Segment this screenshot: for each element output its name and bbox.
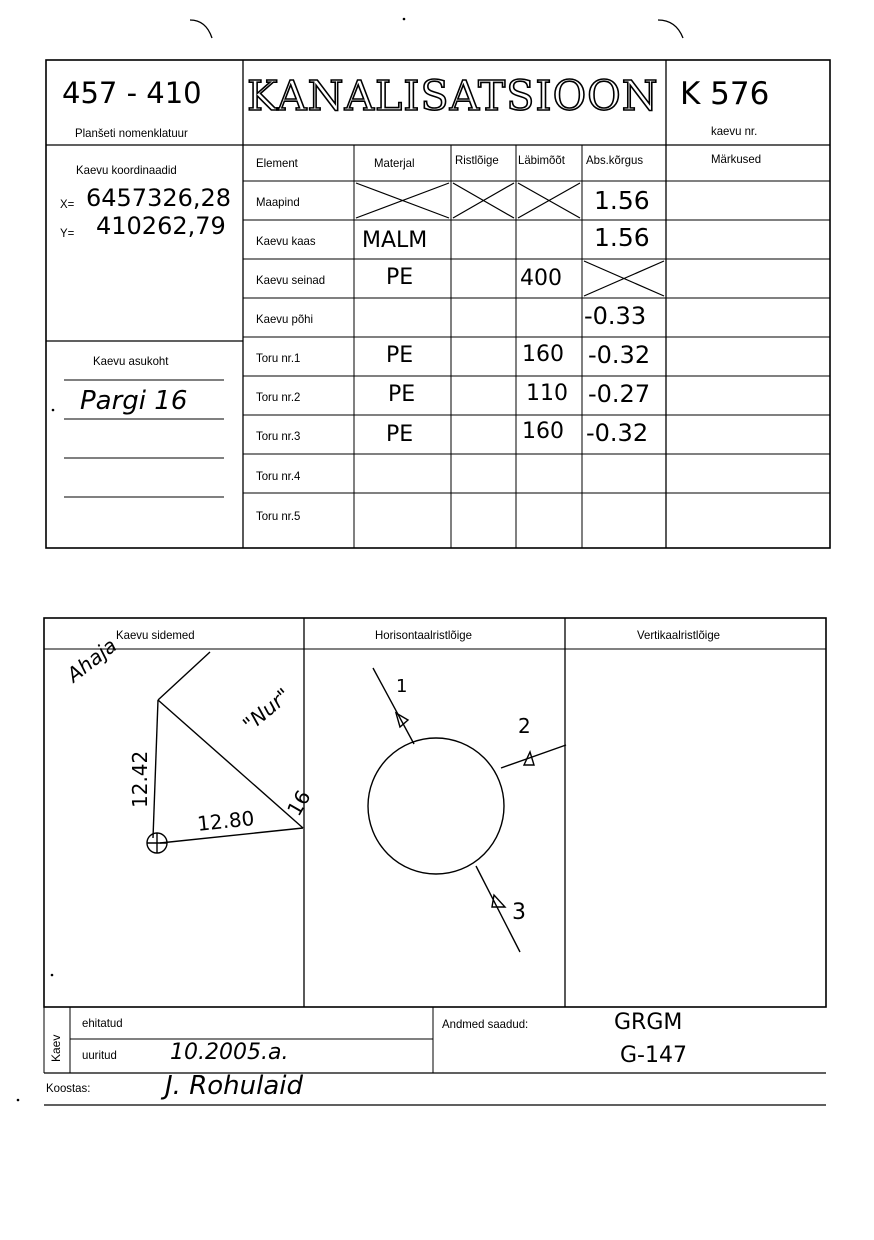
row-element: Toru nr.4 [256, 469, 301, 483]
row-element: Toru nr.2 [256, 390, 301, 404]
column-cross-section: Ristlõige [455, 153, 499, 167]
row-element: Toru nr.1 [256, 351, 301, 365]
row-abs-height: -0.33 [584, 302, 647, 330]
data-source-value-1: GRGM [614, 1010, 683, 1035]
row-material: PE [386, 265, 414, 290]
row-element: Kaevu põhi [256, 312, 314, 326]
data-source-value-2: G-147 [620, 1043, 687, 1068]
row-diameter: 160 [522, 419, 564, 444]
footer-side-label: Kaev [49, 1034, 63, 1062]
built-label: ehitatud [82, 1016, 123, 1030]
row-abs-height: -0.32 [586, 419, 649, 447]
column-diameter: Läbimõõt [518, 153, 565, 167]
distance-label-2: 12.80 [196, 806, 256, 836]
row-diameter: 400 [520, 266, 562, 291]
author-value: J. Rohulaid [165, 1071, 304, 1101]
row-element: Toru nr.5 [256, 509, 301, 523]
street-label-2: "Nur" [238, 683, 295, 737]
surveyed-label: uuritud [82, 1048, 117, 1062]
row-abs-height: -0.27 [588, 380, 651, 408]
nomenclature-label: Planšeti nomenklatuur [75, 126, 188, 140]
sketch-column-connections: Kaevu sidemed [116, 628, 195, 642]
column-abs-height: Abs.kõrgus [586, 153, 644, 167]
row-element: Kaevu seinad [256, 273, 326, 287]
pipe-label-3: 3 [512, 900, 526, 925]
row-abs-height: -0.32 [588, 341, 651, 369]
row-diameter: 160 [522, 342, 564, 367]
location-value: Pargi 16 [80, 386, 188, 416]
column-material: Materjal [374, 156, 415, 170]
location-label: Kaevu asukoht [93, 354, 169, 368]
column-element: Element [256, 156, 298, 170]
well-number-label: kaevu nr. [711, 124, 758, 138]
well-number-value: K 576 [680, 76, 770, 112]
row-abs-height: 1.56 [594, 186, 650, 215]
pipe-label-2: 2 [518, 714, 531, 738]
x-coordinate-value: 6457326,28 [86, 184, 232, 212]
row-material: PE [388, 382, 416, 407]
y-coordinate-value: 410262,79 [96, 212, 226, 240]
data-source-label: Andmed saadud: [442, 1017, 529, 1031]
row-diameter: 110 [526, 381, 568, 406]
column-notes: Märkused [711, 152, 762, 166]
row-abs-height: 1.56 [594, 223, 650, 252]
row-material: PE [386, 422, 414, 447]
y-coordinate-label: Y= [60, 226, 75, 240]
distance-label-1: 12.42 [128, 750, 152, 808]
row-element: Toru nr.3 [256, 429, 301, 443]
row-material: MALM [362, 228, 428, 253]
row-element: Kaevu kaas [256, 234, 316, 248]
row-material: PE [386, 343, 414, 368]
surveyed-value: 10.2005.a. [170, 1040, 289, 1065]
pipe-label-1: 1 [396, 676, 408, 697]
house-number-label: 16 [282, 785, 316, 820]
nomenclature-value: 457 - 410 [62, 76, 202, 110]
sketch-column-horizontal: Horisontaalristlõige [375, 628, 472, 642]
sketch-column-vertical: Vertikaalristlõige [637, 628, 721, 642]
author-label: Koostas: [46, 1081, 91, 1095]
coordinates-label: Kaevu koordinaadid [76, 163, 177, 177]
page-title: KANALISATSIOON [247, 72, 659, 120]
street-label-1: Ahaja [62, 633, 122, 687]
x-coordinate-label: X= [60, 197, 75, 211]
row-element: Maapind [256, 195, 300, 209]
